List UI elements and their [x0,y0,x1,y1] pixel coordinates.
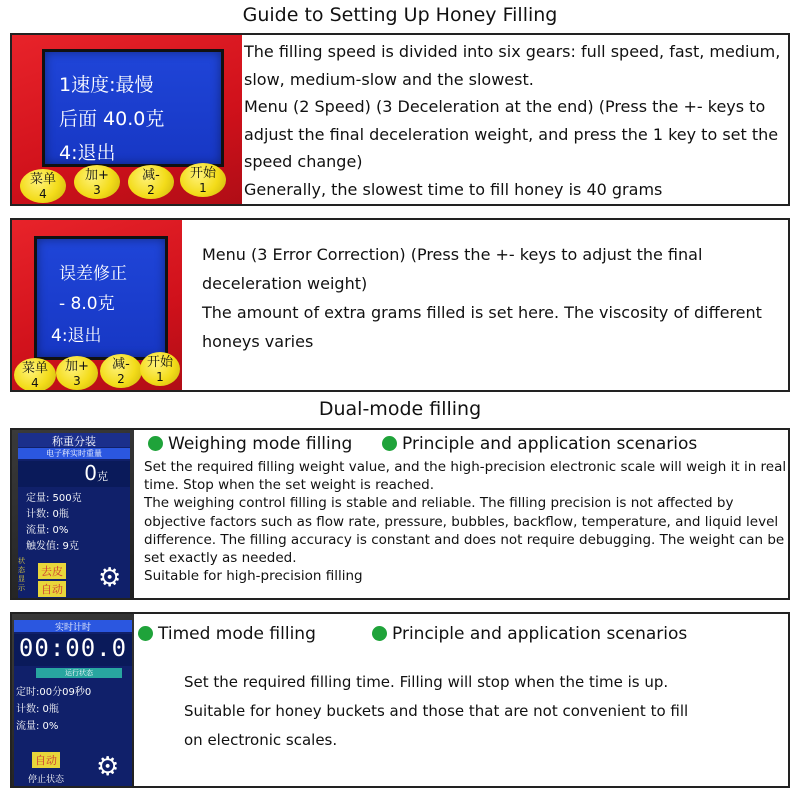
text-line: adjust the final deceleration weight, and press the 1 key to set the [244,124,779,144]
heading-text: Principle and application scenarios [392,624,688,644]
status-bar: 运行状态 [36,668,122,678]
text-line: set exactly as needed. [144,550,297,567]
section-title-setup: Guide to Setting Up Honey Filling [242,4,558,26]
heading-text: Weighing mode filling [168,434,353,454]
screen-title: 称重分装 [18,433,130,447]
text-line: difference. The filling accuracy is constant and does not require debugging. The weight can be [144,531,785,548]
text-line: Menu (3 Error Correction) (Press the +- keys to adjust the final [202,245,703,264]
text-line: The filling speed is divided into six gears: full speed, fast, medium, [244,42,781,61]
readout-row: 流量: 0% [26,525,69,536]
time-display: 00:00.0 [14,634,132,666]
readout-row: 流量: 0% [16,721,59,732]
text-line: honeys varies [202,332,314,351]
heading-text: Principle and application scenarios [402,434,698,454]
card-speed-setup [10,33,790,206]
device-photo [12,220,182,390]
text-line: Menu (2 Speed) (3 Deceleration at the end) (Press the +- keys to [244,97,766,116]
gear-icon[interactable]: ⚙ [96,752,120,782]
readout-row: 触发值: 9克 [26,541,79,552]
gear-icon[interactable]: ⚙ [98,563,122,593]
weight-unit: 克 [97,470,108,483]
card-weighing-mode [10,428,790,600]
card-text [184,668,784,755]
side-char: 态 [18,566,25,574]
minus-button[interactable]: 减- 2 [100,354,142,388]
device-photo [12,35,242,204]
auto-button[interactable]: 自动 [38,581,66,597]
lcd-line: 4:退出 [51,326,102,346]
lcd-line: 4:退出 [59,142,116,164]
text-line: Suitable for high-precision filling [144,568,363,585]
menu-button[interactable]: 菜单 4 [20,169,66,203]
text-line: on electronic scales. [184,731,338,749]
green-dot-icon [148,436,163,451]
readout-row: 定时:00分09秒0 [16,687,92,698]
screen-subtitle: 电子秤实时重量 [18,448,130,459]
text-line: Set the required filling time. Filling will stop when the time is up. [184,673,669,691]
text-line: Generally, the slowest time to fill honey is 40 grams [244,179,663,199]
plus-button[interactable]: 加+ 3 [56,356,98,390]
heading-principle [382,434,697,454]
start-button[interactable]: 开始 1 [140,352,180,386]
side-char: 状 [18,557,25,565]
readout-row: 计数: 0瓶 [16,704,59,715]
readout-rows [16,684,91,735]
section-title-dual: Dual-mode filling [318,398,482,420]
heading-timed [138,624,316,644]
timer-screen [14,620,132,786]
text-line: The amount of extra grams filled is set here. The viscosity of different [202,303,762,322]
auto-button[interactable]: 自动 [32,752,60,768]
minus-button[interactable]: 减- 2 [128,165,174,199]
plus-button[interactable]: 加+ 3 [74,165,120,199]
side-char: 示 [18,584,25,592]
text-line: slow, medium-slow and the slowest. [244,69,534,89]
card-text [202,240,787,356]
card-text [244,38,789,203]
text-line: Set the required filling weight value, and the high-precision electronic scale will weigh it in real [144,459,787,475]
weighing-screen [18,433,130,599]
readout-rows [26,491,82,555]
text-line: Suitable for honey buckets and those that are not convenient to fill [184,702,689,720]
device-photo [12,430,134,598]
text-line: The weighing control filling is stable and reliable. The filling precision is not affected by [144,495,734,512]
menu-button[interactable]: 菜单 4 [14,358,56,392]
heading-weighing [148,434,352,454]
lcd-screen [42,49,224,167]
heading-principle [372,624,687,644]
tare-button[interactable]: 去皮 [38,563,66,579]
side-char: 显 [18,575,25,583]
green-dot-icon [372,626,387,641]
text-line: speed change) [244,152,363,171]
weight-display [18,461,130,487]
green-dot-icon [138,626,153,641]
lcd-line: 后面 40.0克 [59,108,165,130]
card-text [144,458,789,585]
text-line: deceleration weight) [202,274,368,293]
weight-value: 0 [84,461,97,485]
lcd-screen [34,236,168,360]
start-button[interactable]: 开始 1 [180,163,226,197]
screen-title: 实时计时 [14,620,132,632]
readout-row: 计数: 0瓶 [26,509,69,520]
stop-status: 停止状态 [28,775,65,785]
device-photo [12,614,134,786]
lcd-line: 误差修正 [59,264,127,284]
card-error-correction [10,218,790,392]
readout-row: 定量: 500克 [26,493,82,504]
card-timed-mode [10,612,790,788]
text-line: objective factors such as flow rate, pressure, bubbles, backflow, temperature, and liquid level [144,513,779,530]
heading-text: Timed mode filling [158,624,316,644]
lcd-line: - 8.0克 [59,294,115,314]
text-line: time. Stop when the set weight is reached. [144,477,435,494]
lcd-line: 1速度:最慢 [59,74,154,96]
status-side-label [18,557,26,593]
green-dot-icon [382,436,397,451]
